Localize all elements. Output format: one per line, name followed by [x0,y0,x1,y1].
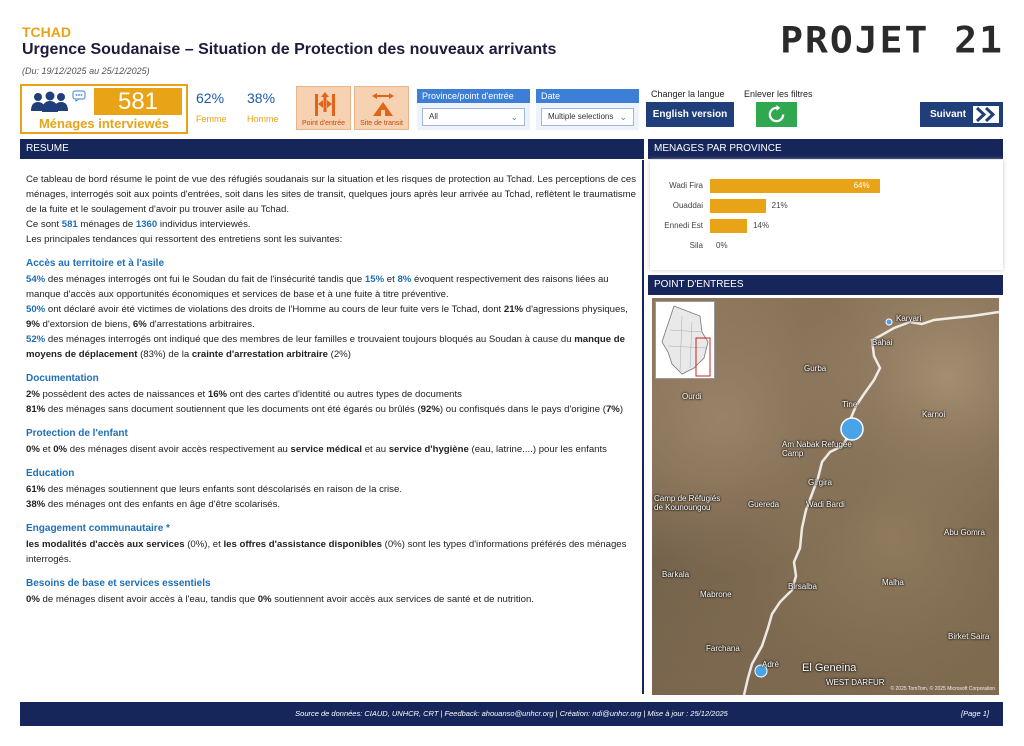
border-crossing-icon [312,90,338,118]
province-tick-label: Sila [689,241,703,250]
households-count-inline: 581 [61,219,78,230]
chad-inset-map [655,301,715,379]
child-protection-paragraph: 0% et 0% des ménages disent avoir accès respectivement au service médical et au service d'hygiène (eau, latrine....) pour les enfants [26,444,607,455]
child-protection-heading: Protection de l'enfant [26,428,128,439]
women-percentage: 62% [196,90,225,106]
double-chevron-right-icon [973,106,999,123]
map-place-label: Karnoi [922,410,946,419]
province-tick-label: Ennedi Est [664,221,703,230]
access-heading: Accès au territoire et à l'asile [26,258,165,269]
resume-panel [20,160,644,694]
map-place-label: Barkala [662,570,690,579]
province-row[interactable] [650,198,1003,214]
reset-filters-label: Enlever les filtres [744,89,813,99]
map-place-label: Camp de Réfugiés de Kounoungou [654,494,721,512]
province-tick-label: Ouaddai [672,201,703,210]
community-paragraph: les modalités d'accès aux services (0%), et les offres d'assistance disponibles (0%) sont les types d'informations préférés des ménages interrogés. [26,539,627,565]
education-heading: Education [26,468,75,479]
date-select-value: Multiple selections [548,112,614,121]
chevron-down-icon: ⌄ [619,112,627,122]
basic-needs-paragraph: 0% de ménages disent avoir accès à l'eau, tandis que 0% soutiennent avoir accès aux services de santé et de nutrition. [26,594,534,605]
date-filter [536,89,639,130]
transit-site-tile[interactable] [354,86,409,130]
province-select[interactable] [422,108,525,126]
entry-point-label: Point d'entrée [302,120,345,127]
entry-point-marker-karyari[interactable] [885,318,893,326]
province-section-header: MENAGES PAR PROVINCE [648,139,1003,159]
map-place-label: Guereda [748,500,780,509]
province-bar-chart [650,160,1003,270]
province-value-label: 64% [853,181,870,190]
footer [20,702,1003,726]
intro-text: Ce tableau de bord résume le point de vue des réfugiés soudanais sur la situation et les risques de protection au Tchad. Les perceptions de ces ménages, interrogés soit aux points d'entrées, soit dans les sites de transit, quelques jours après leur arrivée au Tchad, reflètent le traumatisme de la fuite et le soulagement d'avoir pu trouver asile au Tchad. [26,174,636,215]
households-count: 581 [94,88,182,115]
map-place-label: Abu Gomra [944,528,985,537]
map-place-label: Adré [762,660,779,669]
documentation-paragraph-1: 2% possèdent des actes de naissances et 16% ont des cartes d'identité ou autres types de documents [26,389,462,400]
english-version-button[interactable]: English version [646,102,734,127]
women-label: Femme [196,114,227,124]
shelter-icon [370,90,396,118]
individuals-count-inline: 1360 [135,219,158,230]
map-place-label: Tine [842,400,858,409]
province-row[interactable] [650,218,1003,234]
chat-bubble-icon [72,90,86,102]
entry-point-tile[interactable] [296,86,351,130]
province-filter-label: Province/point d'entrée [417,89,530,103]
map-place-label: Malha [882,578,904,587]
province-value-label: 0% [716,241,728,250]
access-paragraph-2: 50% ont déclaré avoir été victimes de violations des droits de l'Homme au cours de leur fuite vers le Tchad, dont 21% d'agressions physiques, 9% d'extorsion de biens, 6% d'arrestations arbitraires. [26,304,628,330]
page-number: [Page 1] [961,709,989,718]
province-bar[interactable] [710,199,766,213]
entry-points-section-header: POINT D'ENTREES [648,275,1003,295]
community-heading: Engagement communautaire * [26,523,170,534]
country-name: TCHAD [22,24,71,40]
education-paragraph-2: 38% des ménages ont des enfants en âge d'être scolarisés. [26,499,281,510]
education-paragraph-1: 61% des ménages soutiennent que leurs enfants sont déscolarisés en raison de la crise. [26,484,402,495]
documentation-heading: Documentation [26,373,99,384]
change-language-label: Changer la langue [651,89,725,99]
map-place-label: Birket Saira [948,632,990,641]
resume-section-header: RESUME [20,139,644,159]
men-percentage: 38% [247,90,276,106]
access-paragraph-3: 52% des ménages interrogés ont indiqué que des membres de leur familles e trouvaient toujours bloqués au Soudan à cause du manque de moyens de déplacement (83%) de la crainte d'arrestation arbitraire (2%) [26,334,625,360]
men-label: Homme [247,114,279,124]
trends-text: Les principales tendances qui ressortent des entretiens sont les suivantes: [26,234,343,245]
province-filter [417,89,530,130]
map-place-label: WEST DARFUR [826,678,885,687]
households-label: Ménages interviewés [38,116,170,131]
people-group-icon [30,91,72,113]
province-row[interactable] [650,178,1003,194]
entry-point-marker-tine[interactable] [839,416,865,442]
chad-outline-icon [656,302,714,378]
next-page-button[interactable] [920,102,1003,127]
transit-site-label: Site de transit [360,120,403,127]
page-title: Urgence Soudanaise – Situation de Protection des nouveaux arrivants [22,41,557,58]
interview-count-text: Ce sont 581 ménages de 1360 individus interviewés. [26,219,251,230]
chevron-down-icon: ⌄ [510,112,518,122]
households-kpi-card [20,84,188,134]
access-paragraph-1: 54% des ménages interrogés ont fui le Soudan du fait de l'insécurité tandis que 15% et 8% évoquent respectivement des raisons liées au manque d'accès aux opportunités économiques et services de base et à une fuite à titre préventive. [26,274,609,300]
map-place-label: Karyari [896,314,922,323]
date-range [22,66,150,76]
date-range-start: (Du: 19/12/2025 [22,66,87,76]
entry-points-map[interactable] [652,298,999,695]
documentation-paragraph-2: 81% des ménages sans document soutiennent que les documents ont été égarés ou brûlés (92%) ou confisqués dans le pays d'origine (7%) [26,404,624,415]
map-place-label: Farchana [706,644,740,653]
map-place-label: El Geneina [802,662,857,674]
map-credit: © 2025 TomTom, © 2025 Microsoft Corporation [890,686,995,692]
map-place-label: Bahai [872,338,893,347]
date-filter-label: Date [536,89,639,103]
date-range-end: au 25/12/2025) [89,66,150,76]
province-value-label: 14% [753,221,770,230]
map-place-label: Gurba [804,364,827,373]
province-tick-label: Wadi Fira [669,181,703,190]
projet21-logo: PROJET 21 [780,19,1004,61]
province-bar[interactable] [710,219,747,233]
map-place-label: Girgira [808,478,833,487]
province-row[interactable] [650,238,1003,254]
refresh-icon [767,105,786,124]
map-place-label: Wadi Bardi [806,500,845,509]
basic-needs-heading: Besoins de base et services essentiels [26,578,211,589]
date-select[interactable] [541,108,634,126]
map-place-label: Mabrone [700,590,732,599]
map-place-label: Am Nabak Refugee Camp [782,440,852,458]
map-place-label: Ourdi [682,392,702,401]
reset-filters-button[interactable] [756,102,797,127]
footer-source: Source de données: CIAUD, UNHCR, CRT | Feedback: ahouanso@unhcr.org | Création: ndi@unhcr.org | Mise à jour : 25/12/2025 [295,709,728,718]
next-page-label: Suivant [930,109,967,120]
province-value-label: 21% [771,201,788,210]
map-place-label: Birsalba [788,582,817,591]
province-select-value: All [429,112,438,121]
